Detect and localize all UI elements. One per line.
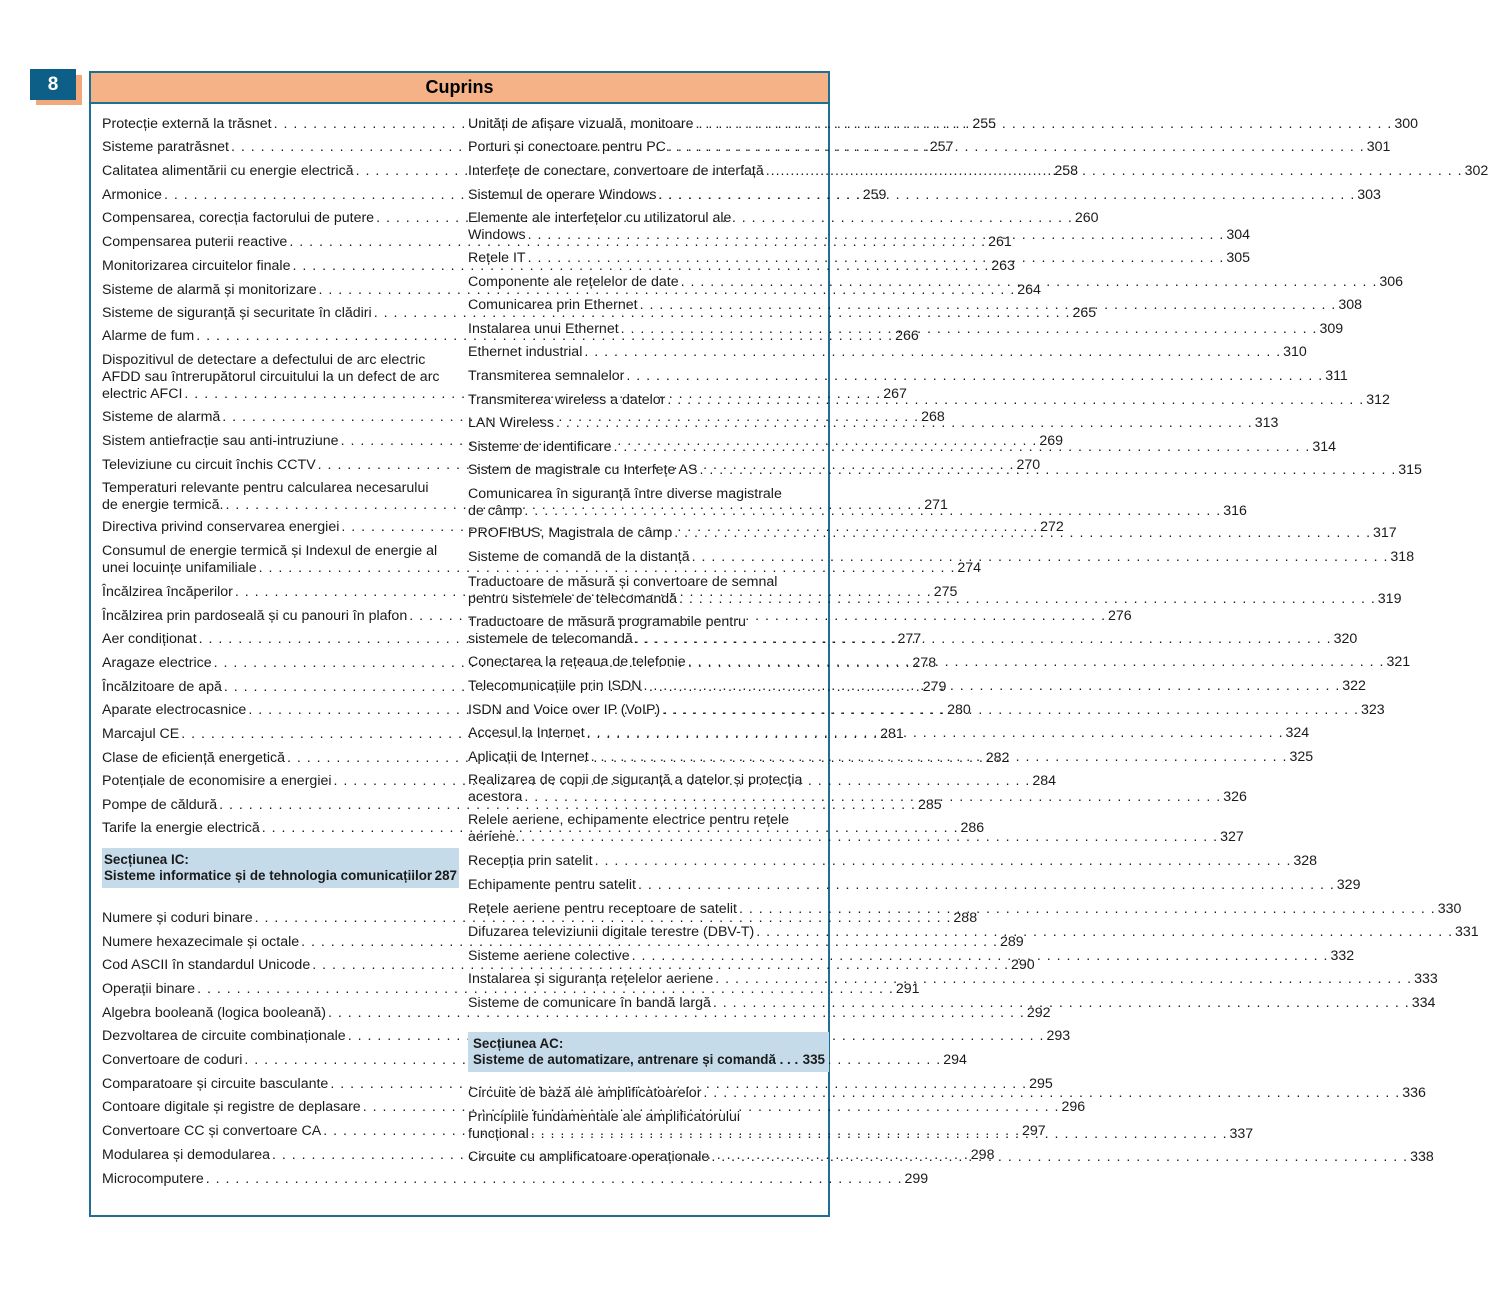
leader-dots: [674, 525, 1371, 542]
toc-entry-page: 327: [1220, 829, 1244, 845]
toc-entry-title: AFDD sau întrerupătorul circuitului la un defect de arc: [102, 369, 440, 385]
page-title: Cuprins: [91, 73, 828, 104]
toc-entry-page: 295: [1029, 1076, 1053, 1092]
toc-entry-title: PROFIBUS, Magistrala de câmp: [468, 525, 673, 541]
toc-entry-title: Convertoare de coduri: [102, 1052, 243, 1068]
toc-entry-page: 324: [1285, 725, 1310, 741]
leader-dots: [524, 789, 1221, 806]
toc-entry-title: Sistem de magistrale cu Interfețe AS: [468, 462, 698, 478]
leader-dots: [614, 439, 1311, 456]
toc-entry-title: Porturi și conectoare pentru PC: [468, 139, 666, 155]
section-ac-title: Sisteme de automatizare, antrenare și comandă . . .: [473, 1052, 799, 1067]
leader-dots: [595, 853, 1292, 870]
toc-entry[interactable]: [102, 1005, 1051, 1022]
toc-entry-page: 294: [943, 1052, 967, 1068]
toc-entry-title: Algebra booleană (logica booleană): [102, 1005, 327, 1021]
leader-dots: [668, 139, 1365, 156]
toc-entry-title: Sisteme de comandă de la distanță: [468, 549, 690, 565]
toc-entry-title: Încălzirea prin pardoseală și cu panouri în plafon: [102, 608, 408, 624]
toc-entry-page: 260: [1074, 210, 1099, 226]
toc-entry-title: de energie termică.: [102, 497, 224, 513]
toc-entry-page: 289: [999, 934, 1024, 950]
toc-entry-title: Modularea și demodularea: [102, 1147, 270, 1163]
toc-entry-page: 268: [921, 409, 945, 425]
leader-dots: [528, 227, 1225, 244]
toc-entry-title: sistemele de telecomandă: [468, 631, 633, 647]
toc-entry-title: Transmiterea wireless a datelor: [468, 392, 666, 408]
toc-entry-page: 323: [1360, 702, 1385, 718]
toc-entry-page: 286: [960, 820, 985, 836]
toc-entry-title: Relele aeriene, echipamente electrice pentru rețele: [468, 812, 789, 828]
toc-entry-page: 303: [1357, 187, 1381, 203]
toc-entry[interactable]: [468, 549, 1415, 566]
toc-entry-page: 310: [1283, 344, 1307, 360]
toc-entry-page: 338: [1410, 1149, 1434, 1165]
toc-entry-title: LAN Wireless: [468, 415, 554, 431]
toc-entry-title: Monitorizarea circuitelor finale: [102, 258, 291, 274]
toc-entry-title: Încălzitoare de apă: [102, 679, 222, 695]
leader-dots: [692, 549, 1389, 566]
toc-entry-page: 315: [1398, 462, 1422, 478]
toc-entry-page: 333: [1414, 971, 1438, 987]
toc-entry-title: Televiziune cu circuit închis CCTV: [102, 457, 316, 473]
leader-dots: [556, 415, 1253, 432]
toc-entry-title: Aragaze electrice: [102, 655, 212, 671]
leader-dots: [638, 877, 1335, 894]
toc-entry-title: Compensarea puterii reactive: [102, 234, 288, 250]
leader-dots: [528, 250, 1225, 267]
toc-entry-title: Traductoare de măsură și convertoare de semnal: [468, 574, 778, 590]
toc-entry-title: Sisteme de identificare: [468, 439, 612, 455]
toc-entry-title: Sisteme aeriene colective: [468, 948, 630, 964]
toc-entry-title: de câmp: [468, 503, 523, 519]
toc-entry-title: Accesul la Internet: [468, 725, 585, 741]
toc-entry-title: Comunicarea în siguranță între diverse magistrale: [468, 486, 782, 502]
leader-dots: [640, 297, 1337, 314]
toc-entry-page: 274: [957, 560, 982, 576]
toc-entry-page: 291: [895, 981, 920, 997]
toc-entry-page: 330: [1437, 901, 1462, 917]
toc-entry-page: 267: [883, 386, 907, 402]
toc-entry[interactable]: [468, 877, 1361, 894]
toc-frame: [89, 71, 1488, 1217]
toc-entry-page: 316: [1223, 503, 1247, 519]
toc-entry-page: 301: [1366, 139, 1391, 155]
toc-entry-title: Sisteme de alarmă: [102, 409, 221, 425]
toc-entry-title: Aparate electrocasnice: [102, 702, 247, 718]
toc-entry-page: 277: [897, 631, 922, 647]
toc-entry-page: 306: [1379, 274, 1404, 290]
toc-entry-title: Potențiale de economisire a energiei: [102, 773, 332, 789]
toc-entry-page: 319: [1377, 591, 1402, 607]
leader-dots: [715, 971, 1412, 988]
toc-entry-title: Rețele aeriene pentru receptoare de satelit: [468, 901, 737, 917]
toc-entry[interactable]: [102, 957, 1035, 974]
toc-entry-page: 290: [1011, 957, 1035, 973]
toc-entry-title: Tarife la energie electrică: [102, 820, 260, 836]
toc-entry-title: Numere și coduri binare: [102, 910, 253, 926]
toc-entry-page: 275: [933, 584, 958, 600]
leader-dots: [766, 163, 1463, 180]
section-ac-label: Secțiunea AC:: [473, 1036, 564, 1051]
toc-entry[interactable]: [102, 981, 920, 998]
section-ic-page: 287: [434, 868, 457, 883]
toc-entry-title: Consumul de energie termică și Indexul de energie al: [102, 543, 438, 559]
toc-entry[interactable]: [102, 934, 1024, 951]
toc-entry[interactable]: [468, 344, 1307, 361]
toc-entry-title: Sistemul de operare Windows: [468, 187, 657, 203]
toc-entry-title: Temperaturi relevante pentru calcularea necesarului: [102, 480, 429, 496]
toc-entry-page: 298: [970, 1147, 995, 1163]
toc-entry-page: 312: [1366, 392, 1390, 408]
toc-entry[interactable]: [102, 1099, 1086, 1116]
toc-entry-page: 269: [1039, 433, 1064, 449]
leader-dots: [524, 503, 1221, 520]
toc-entry-page: 299: [904, 1171, 929, 1187]
toc-entry-title: Compensarea, corecția factorului de putere: [102, 210, 375, 226]
toc-entry-title: Comparatoare și circuite basculante: [102, 1076, 329, 1092]
toc-entry-page: 285: [917, 797, 942, 813]
toc-entry-page: 279: [922, 679, 947, 695]
toc-entry-page: 292: [1026, 1005, 1051, 1021]
toc-entry-page: 329: [1336, 877, 1361, 893]
leader-dots: [521, 829, 1218, 846]
toc-entry-title: Alarme de fum: [102, 328, 195, 344]
toc-entry-page: 305: [1226, 250, 1251, 266]
toc-entry-page: 308: [1338, 297, 1363, 313]
toc-entry-title: unei locuințe unifamiliale: [102, 560, 257, 576]
toc-entry-title: Echipamente pentru satelit: [468, 877, 636, 893]
toc-entry[interactable]: [102, 910, 978, 927]
toc-entry-page: 271: [924, 497, 948, 513]
toc-entry-page: 336: [1402, 1085, 1426, 1101]
toc-entry-page: 263: [991, 258, 1015, 274]
leader-dots: [643, 678, 1340, 695]
toc-entry-page: 278: [912, 655, 937, 671]
toc-entry-title: Numere hexazecimale și octale: [102, 934, 300, 950]
toc-entry-page: 318: [1390, 549, 1415, 565]
leader-dots: [711, 1149, 1408, 1166]
toc-entry-title: aeriene.: [468, 829, 520, 845]
toc-entry-title: Interfețe de conectare, convertoare de interfață: [468, 163, 764, 179]
toc-entry[interactable]: [468, 853, 1318, 870]
leader-dots: [591, 749, 1288, 766]
section-ic-heading: [102, 848, 459, 888]
leader-dots: [662, 702, 1359, 719]
toc-entry-page: 280: [947, 702, 971, 718]
toc-entry-title: Transmiterea semnalelor: [468, 368, 625, 384]
toc-entry-page: 314: [1312, 439, 1336, 455]
toc-entry-page: 261: [988, 234, 1012, 250]
toc-entry-title: Traductoare de măsură programabile pentru: [468, 614, 746, 630]
toc-entry-title: Principiile fundamentale ale amplificatorului: [468, 1109, 741, 1125]
toc-entry[interactable]: [468, 1085, 1426, 1102]
toc-entry-title: Instalarea și siguranța rețelelor aeriene: [468, 971, 714, 987]
section-ic-title: Sisteme informatice și de tehnologia comunicațiilor: [104, 868, 433, 883]
toc-entry-page: 284: [1032, 773, 1056, 789]
toc-entry-title: Armonice: [102, 187, 162, 203]
toc-entry-title: Clase de eficiență energetică: [102, 750, 285, 766]
toc-entry-page: 317: [1373, 525, 1397, 541]
toc-entry-page: 328: [1293, 853, 1318, 869]
toc-entry-title: Recepția prin satelit: [468, 853, 593, 869]
toc-entry-page: 302: [1464, 163, 1488, 179]
toc-entry-title: electric AFCI: [102, 386, 183, 402]
toc-entry-page: 300: [1394, 116, 1419, 132]
toc-entry-page: 334: [1411, 995, 1436, 1011]
leader-dots: [635, 631, 1332, 648]
toc-entry-title: Componente ale rețelelor de date: [468, 274, 679, 290]
leader-dots: [584, 344, 1281, 361]
toc-entry-title: Sisteme paratrăsnet: [102, 139, 229, 155]
toc-entry-title: Dispozitivul de detectare a defectului de arc electric: [102, 352, 426, 368]
leader-dots: [658, 187, 1355, 204]
toc-entry-page: 281: [880, 726, 904, 742]
page-number: 8: [30, 69, 76, 100]
toc-entry[interactable]: [468, 924, 1479, 941]
toc-entry-title: Pompe de căldură: [102, 797, 218, 813]
toc-entry-title: pentru sistemele de telecomandă: [468, 591, 677, 607]
toc-entry-page: 297: [1022, 1123, 1046, 1139]
leader-dots: [699, 462, 1396, 479]
toc-entry-page: 270: [1016, 457, 1041, 473]
toc-entry-page: 321: [1386, 654, 1411, 670]
toc-entry-title: Marcajul CE: [102, 726, 180, 742]
toc-entry-title: Cod ASCII în standardul Unicode: [102, 957, 311, 973]
toc-entry-page: 259: [862, 187, 887, 203]
toc-entry-title: Protecție externă la trăsnet: [102, 116, 272, 132]
toc-entry-title: Comunicarea prin Ethernet: [468, 297, 638, 313]
leader-dots: [703, 1085, 1400, 1102]
leader-dots: [696, 116, 1393, 133]
toc-entry-title: Aplicații de Internet: [468, 749, 589, 765]
toc-entry[interactable]: [468, 995, 1436, 1012]
toc-entry-page: 309: [1319, 321, 1344, 337]
toc-entry-page: 331: [1455, 924, 1479, 940]
section-ac-page: 335: [802, 1052, 825, 1067]
toc-entry-title: Instalarea unui Ethernet: [468, 321, 619, 337]
toc-entry-title: Încălzirea încăperilor: [102, 584, 233, 600]
section-ic-label: Secțiunea IC:: [104, 852, 189, 867]
leader-dots: [679, 591, 1376, 608]
toc-entry-page: 264: [1017, 282, 1041, 298]
toc-entry-title: acestora: [468, 789, 523, 805]
toc-entry-title: Circuite de bază ale amplificatoarelor: [468, 1085, 702, 1101]
toc-entry-page: 288: [953, 910, 978, 926]
toc-entry-page: 296: [1061, 1099, 1086, 1115]
toc-entry-page: 311: [1325, 368, 1348, 384]
toc-entry-title: ISDN and Voice over IP (VoIP): [468, 702, 661, 718]
toc-entry-title: Sisteme de alarmă și monitorizare: [102, 282, 317, 298]
leader-dots: [531, 1126, 1228, 1143]
toc-entry-title: Telecomunicațiile prin ISDN: [468, 678, 642, 694]
toc-entry[interactable]: [468, 368, 1348, 385]
toc-entry-page: 257: [929, 139, 954, 155]
toc-entry-title: Difuzarea televiziunii digitale terestre (DBV-T): [468, 924, 755, 940]
toc-entry-page: 255: [972, 116, 997, 132]
toc-entry-title: Sistem antiefracție sau anti-intruziune: [102, 433, 339, 449]
leader-dots: [713, 995, 1410, 1012]
toc-entry-page: 337: [1229, 1126, 1254, 1142]
toc-entry-title: Unități de afișare vizuală, monitoare: [468, 116, 694, 132]
toc-entry-title: Elemente ale interfețelor cu utilizatorul ale: [468, 210, 732, 226]
toc-entry-page: 322: [1342, 678, 1366, 694]
leader-dots: [667, 392, 1364, 409]
toc-entry[interactable]: [468, 971, 1438, 988]
toc-entry-title: Realizarea de copii de siguranță a datelor și protecția: [468, 772, 803, 788]
leader-dots: [632, 948, 1329, 965]
toc-entry-title: Contoare digitale și registre de deplasare: [102, 1099, 361, 1115]
toc-entry-title: Conectarea la rețeaua de telefonie: [468, 654, 686, 670]
toc-entry-title: funcțional: [468, 1126, 529, 1142]
toc-entry-title: Circuite cu amplificatoare operaționale: [468, 1149, 710, 1165]
toc-entry-page: 332: [1330, 948, 1355, 964]
toc-entry-page: 266: [895, 328, 919, 344]
toc-entry-title: Convertoare CC și convertoare CA: [102, 1123, 322, 1139]
toc-entry[interactable]: [102, 1171, 929, 1188]
toc-entry-title: Aer condiționat: [102, 631, 197, 647]
toc-entry-page: 325: [1289, 749, 1314, 765]
leader-dots: [688, 654, 1385, 671]
toc-entry-page: 326: [1223, 789, 1247, 805]
leader-dots: [206, 1171, 903, 1188]
toc-entry-page: 304: [1226, 227, 1251, 243]
toc-entry-title: Windows: [468, 227, 526, 243]
leader-dots: [621, 321, 1318, 338]
leader-dots: [626, 368, 1323, 385]
toc-entry-page: 258: [1054, 163, 1079, 179]
toc-entry-title: Directiva privind conservarea energiei: [102, 519, 340, 535]
toc-entry-title: Microcomputere: [102, 1171, 204, 1187]
toc-entry-page: 313: [1254, 415, 1279, 431]
toc-entry-title: Operații binare: [102, 981, 196, 997]
toc-entry-title: Calitatea alimentării cu energie electrică: [102, 163, 354, 179]
toc-entry-title: Dezvoltarea de circuite combinaționale: [102, 1028, 346, 1044]
toc-entry-title: Sisteme de comunicare în bandă largă: [468, 995, 711, 1011]
section-ac-heading: [468, 1032, 829, 1072]
toc-entry-page: 272: [1040, 519, 1064, 535]
toc-entry-page: 293: [1046, 1028, 1071, 1044]
toc-entry-page: 320: [1333, 631, 1358, 647]
leader-dots: [587, 725, 1284, 742]
toc-entry-page: 276: [1108, 608, 1132, 624]
toc-entry-page: 282: [985, 750, 1010, 766]
toc-entry-title: Ethernet industrial: [468, 344, 583, 360]
leader-dots: [739, 901, 1436, 918]
leader-dots: [681, 274, 1378, 291]
toc-entry-title: Sisteme de siguranță și securitate în clădiri: [102, 305, 372, 321]
toc-entry-title: Rețele IT: [468, 250, 526, 266]
toc-entry-page: 265: [1072, 305, 1097, 321]
leader-dots: [756, 924, 1453, 941]
